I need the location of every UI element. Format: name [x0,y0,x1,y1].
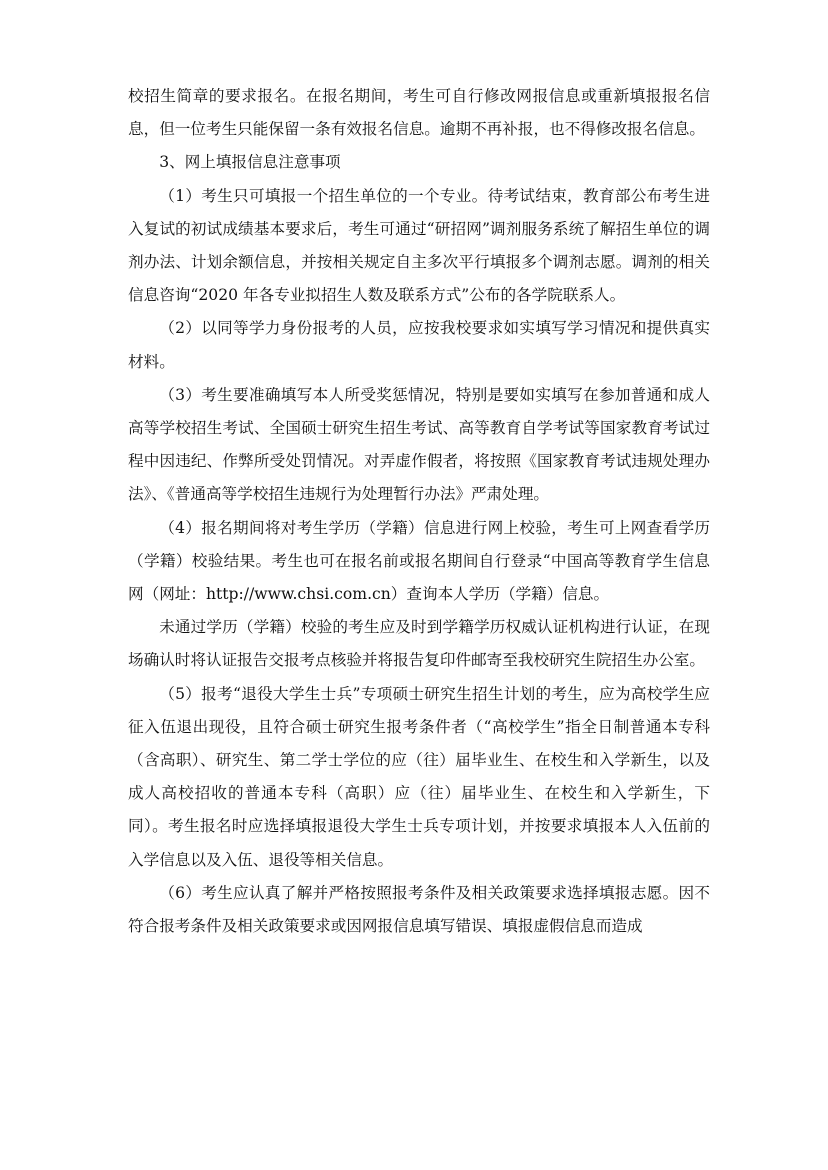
paragraph-registration-continued: 校招生简章的要求报名。在报名期间，考生可自行修改网报信息或重新填报报名信息，但一位考生只能保留一条有效报名信息。逾期不再补报，也不得修改报名信息。 [128,87,710,139]
paragraph-item-1: （1）考生只可填报一个招生单位的一个专业。待考试结束，教育部公布考生进入复试的初试成绩基本要求后，考生可通过“研招网”调剂服务系统了解招生单位的调剂办法、计划余额信息，并按相关规定自主多次平行填报多个调剂志愿。调剂的相关信息咨询“2020 年各专业拟招生人数及联系方式”公布的各学院联系人。 [128,186,710,305]
paragraph-item-4-followup: 未通过学历（学籍）校验的考生应及时到学籍学历权威认证机构进行认证，在现场确认时将认证报告交报考点核验并将报告复印件邮寄至我校研究生院招生办公室。 [128,618,710,670]
paragraph-item-5: （5）报考“退役大学生士兵”专项硕士研究生招生计划的考生，应为高校学生应征入伍退出现役，且符合硕士研究生报考条件者（“高校学生”指全日制普通本专科（含高职）、研究生、第二学士学位的应（往）届毕业生、在校生和入学新生，以及成人高校招收的普通本专科（高职）应（往）届毕业生、在校生和入学新生，下同）。考生报名时应选择填报退役大学生士兵专项计划，并按要求填报本人入伍前的入学信息以及入伍、退役等相关信息。 [128,684,710,869]
document-page [128,80,710,943]
section-heading-online-notes: 3、网上填报信息注意事项 [159,153,341,172]
paragraph-item-4: （4）报名期间将对考生学历（学籍）信息进行网上校验，考生可上网查看学历（学籍）校验结果。考生也可在报名前或报名期间自行登录“中国高等教育学生信息网（网址：http://www.chsi.com.cn）查询本人学历（学籍）信息。 [128,518,710,604]
paragraph-item-3: （3）考生要准确填写本人所受奖惩情况，特别是要如实填写在参加普通和成人高等学校招生考试、全国硕士研究生招生考试、高等教育自学考试等国家教育考试过程中因违纪、作弊所受处罚情况。对弄虚作假者，将按照《国家教育考试违规处理办法》、《普通高等学校招生违规行为处理暂行办法》严肃处理。 [128,385,710,504]
paragraph-item-2: （2）以同等学力身份报考的人员，应按我校要求如实填写学习情况和提供真实材料。 [128,319,710,371]
paragraph-item-6: （6）考生应认真了解并严格按照报考条件及相关政策要求选择填报志愿。因不符合报考条件及相关政策要求或因网报信息填写错误、填报虚假信息而造成 [128,883,710,936]
